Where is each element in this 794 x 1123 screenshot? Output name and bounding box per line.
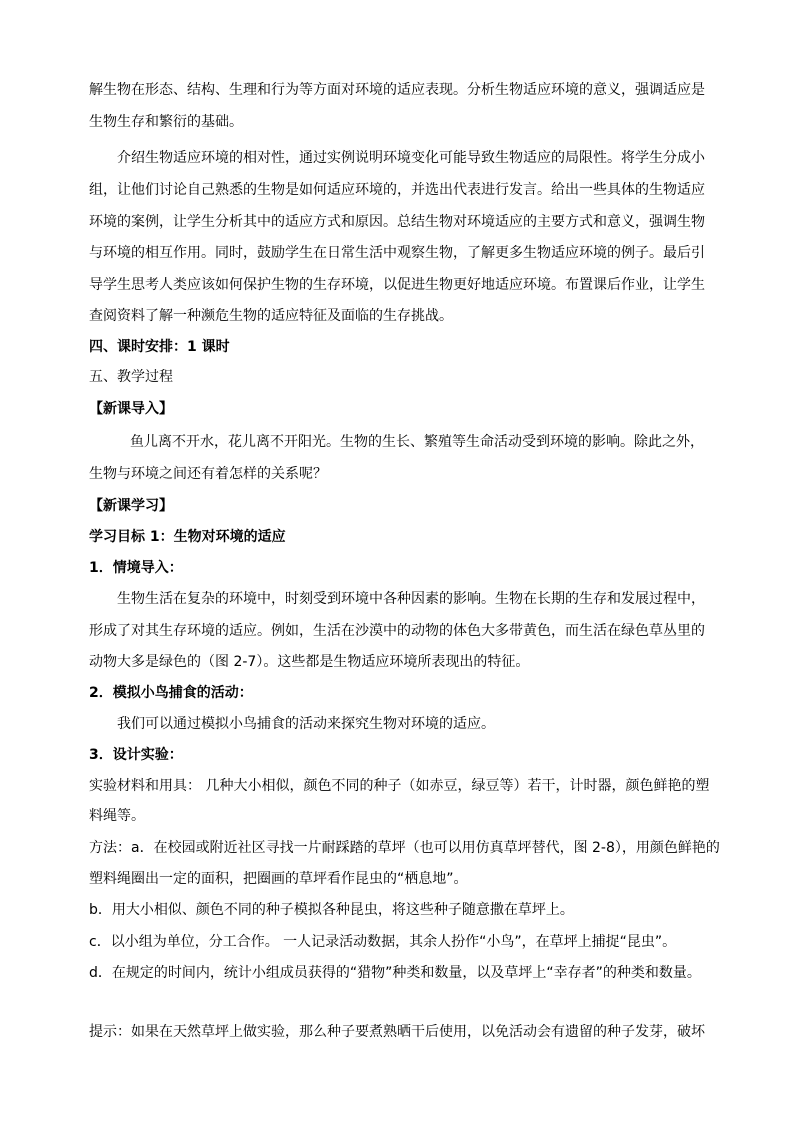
paragraph-line: 生物生存和繁衍的基础。 [89, 114, 243, 130]
paragraph-line: 解生物在形态、结构、生理和行为等方面对环境的适应表现。分析生物适应环境的意义，强调适应是 [89, 82, 705, 98]
paragraph-line: 介绍生物适应环境的相对性，通过实例说明环境变化可能导致生物适应的局限性。将学生分成小 [117, 150, 705, 166]
learning-goal: 学习目标 1：生物对环境的适应 [89, 529, 286, 545]
paragraph-line: 料绳等。 [89, 808, 145, 824]
paragraph-line: 查阅资料了解一种濒危生物的适应特征及面临的生存挑战。 [89, 308, 453, 324]
paragraph-line: 与环境的相互作用。同时，鼓励学生在日常生活中观察生物，了解更多生物适应环境的例子。最后引 [89, 245, 705, 261]
paragraph-line: 鱼儿离不开水，花儿离不开阳光。生物的生长、繁殖等生命活动受到环境的影响。除此之外， [130, 434, 704, 450]
paragraph-line: 生物生活在复杂的环境中，时刻受到环境中各种因素的影响。生物在长期的生存和发展过程中， [117, 591, 705, 607]
paragraph-line: b．用大小相似、颜色不同的种子模拟各种昆虫，将这些种子随意撒在草坪上。 [89, 902, 574, 918]
section-label: 【新课学习】 [89, 498, 173, 514]
paragraph-line: 动物大多是绿色的（图 2-7）。这些都是生物适应环境所表现出的特征。 [89, 654, 530, 670]
paragraph-line: 提示：如果在天然草坪上做实验，那么种子要煮熟晒干后使用，以免活动会有遗留的种子发芽，破坏 [89, 1024, 705, 1040]
section-label: 【新课导入】 [89, 401, 173, 417]
paragraph-line: d．在规定的时间内，统计小组成员获得的“猎物”种类和数量，以及草坪上“幸存者”的种类和数量。 [89, 965, 701, 981]
section-heading: 四、课时安排：1 课时 [89, 339, 230, 355]
paragraph-line: 我们可以通过模拟小鸟捕食的活动来探究生物对环境的适应。 [117, 716, 495, 732]
step-title: 3．设计实验： [89, 747, 183, 763]
paragraph-line: 导学生思考人类应该如何保护生物的生存环境，以促进生物更好地适应环境。布置课后作业，让学生 [89, 277, 705, 293]
paragraph-line: 生物与环境之间还有着怎样的关系呢？ [89, 466, 327, 482]
paragraph-line: c．以小组为单位，分工合作。 一人记录活动数据，其余人扮作“小鸟”，在草坪上捕捉“昆虫”。 [89, 934, 677, 950]
paragraph-line: 塑料绳圈出一定的面积，把圈画的草坪看作昆虫的“栖息地”。 [89, 871, 468, 887]
section-heading: 五、教学过程 [89, 369, 173, 385]
paragraph-line: 组，让他们讨论自己熟悉的生物是如何适应环境的，并选出代表进行发言。给出一些具体的生物适应 [89, 182, 705, 198]
step-title: 2．模拟小鸟捕食的活动： [89, 685, 253, 701]
paragraph-line: 实验材料和用具： 几种大小相似，颜色不同的种子（如赤豆，绿豆等）若干，计时器，颜色鲜艳的塑 [89, 778, 710, 794]
step-title: 1．情境导入： [89, 560, 183, 576]
paragraph-line: 形成了对其生存环境的适应。例如，生活在沙漠中的动物的体色大多带黄色，而生活在绿色草丛里的 [89, 623, 705, 639]
paragraph-line: 方法：a．在校园或附近社区寻找一片耐踩踏的草坪（也可以用仿真草坪替代，图 2-8），用颜色鲜艳的 [89, 840, 720, 856]
paragraph-line: 环境的案例，让学生分析其中的适应方式和原因。总结生物对环境适应的主要方式和意义，强调生物 [89, 214, 705, 230]
